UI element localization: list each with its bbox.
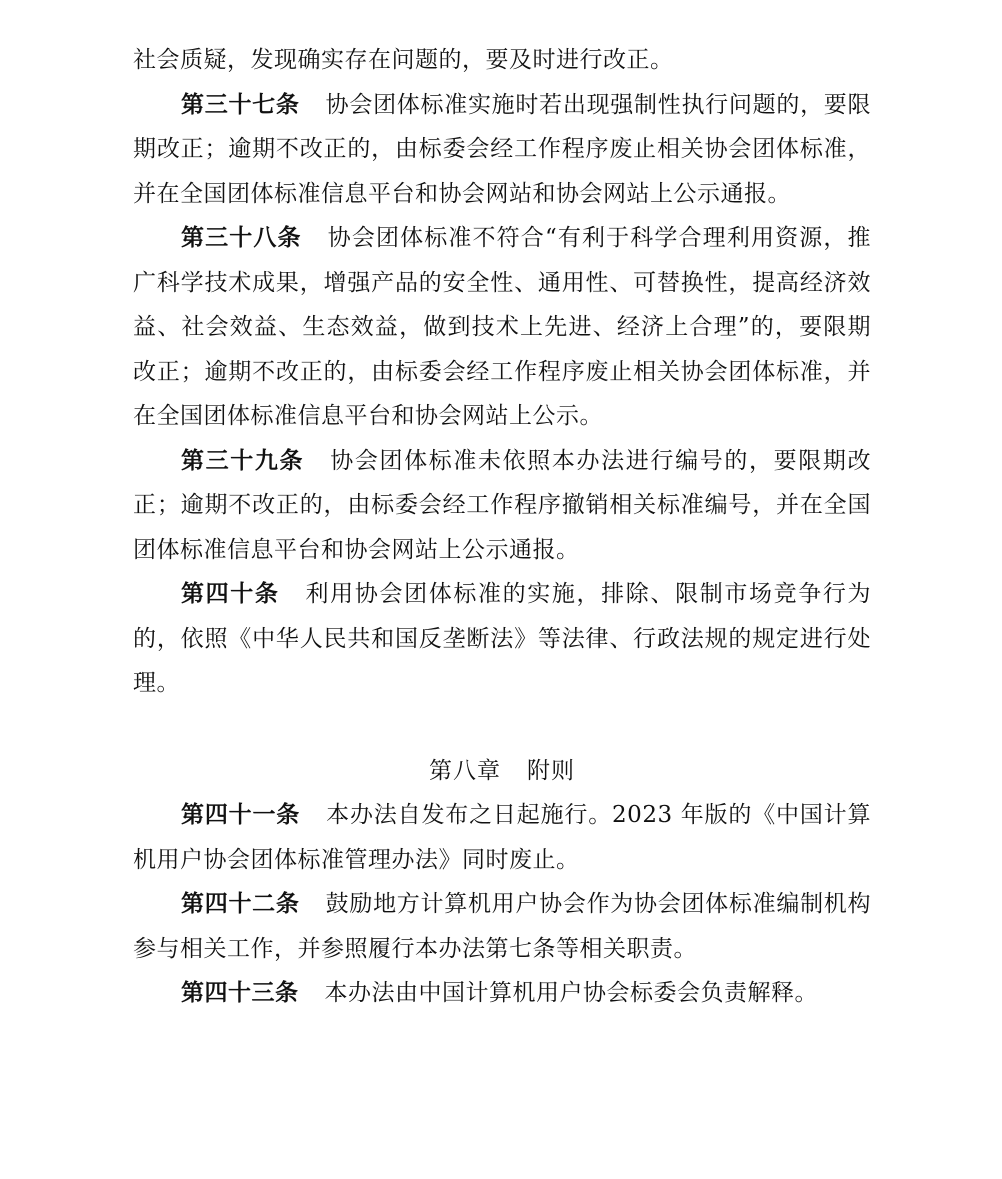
article-41 — [133, 793, 871, 882]
article-number: 第四十三条 — [181, 980, 299, 1006]
article-number: 第四十二条 — [181, 891, 300, 917]
article-text: 本办法由中国计算机用户协会标委会负责解释。 — [324, 980, 818, 1006]
chapter-title: 附则 — [527, 757, 575, 784]
article-38 — [133, 216, 871, 439]
article-text: 本办法自发布之日起施行。2023 年版的《中国计算机用户协会团体标准管理办法》同时废止。 — [133, 802, 871, 873]
article-text: 鼓励地方计算机用户协会作为协会团体标准编制机构参与相关工作，并参照履行本办法第七条等相关职责。 — [133, 891, 872, 962]
chapter-number: 第八章 — [429, 757, 501, 784]
article-42 — [133, 882, 871, 971]
article-text: 协会团体标准不符合“有利于科学合理利用资源，推广科学技术成果，增强产品的安全性、通用性、可替换性，提高经济效益、社会效益、生态效益，做到技术上先进、经济上合理”的，要限期改正；逾期不改正的，由标委会经工作程序废止相关协会团体标准，并在全国团体标准信息平台和协会网站上公示。 — [133, 225, 872, 429]
article-text: 协会团体标准未依照本办法进行编号的，要限期改正；逾期不改正的，由标委会经工作程序撤销相关标准编号，并在全国团体标准信息平台和协会网站上公示通报。 — [133, 447, 872, 563]
article-number: 第三十七条 — [181, 91, 300, 118]
article-43 — [133, 971, 871, 1016]
lead-paragraph: 社会质疑，发现确实存在问题的，要及时进行改正。 — [133, 47, 674, 73]
article-39 — [133, 439, 871, 573]
document-page — [133, 38, 871, 1016]
article-number: 第四十一条 — [181, 802, 301, 828]
article-40 — [133, 572, 871, 706]
article-number: 第四十条 — [181, 581, 280, 607]
article-text: 利用协会团体标准的实施，排除、限制市场竞争行为的，依照《中华人民共和国反垄断法》等法律、行政法规的规定进行处理。 — [133, 581, 872, 696]
article-number: 第三十九条 — [181, 447, 305, 474]
article-number: 第三十八条 — [181, 225, 302, 251]
article-37 — [133, 83, 871, 217]
article-text: 协会团体标准实施时若出现强制性执行问题的，要限期改正；逾期不改正的，由标委会经工作程序废止相关协会团体标准，并在全国团体标准信息平台和协会网站和协会网站上公示通报。 — [133, 91, 872, 207]
chapter-heading — [133, 749, 871, 794]
